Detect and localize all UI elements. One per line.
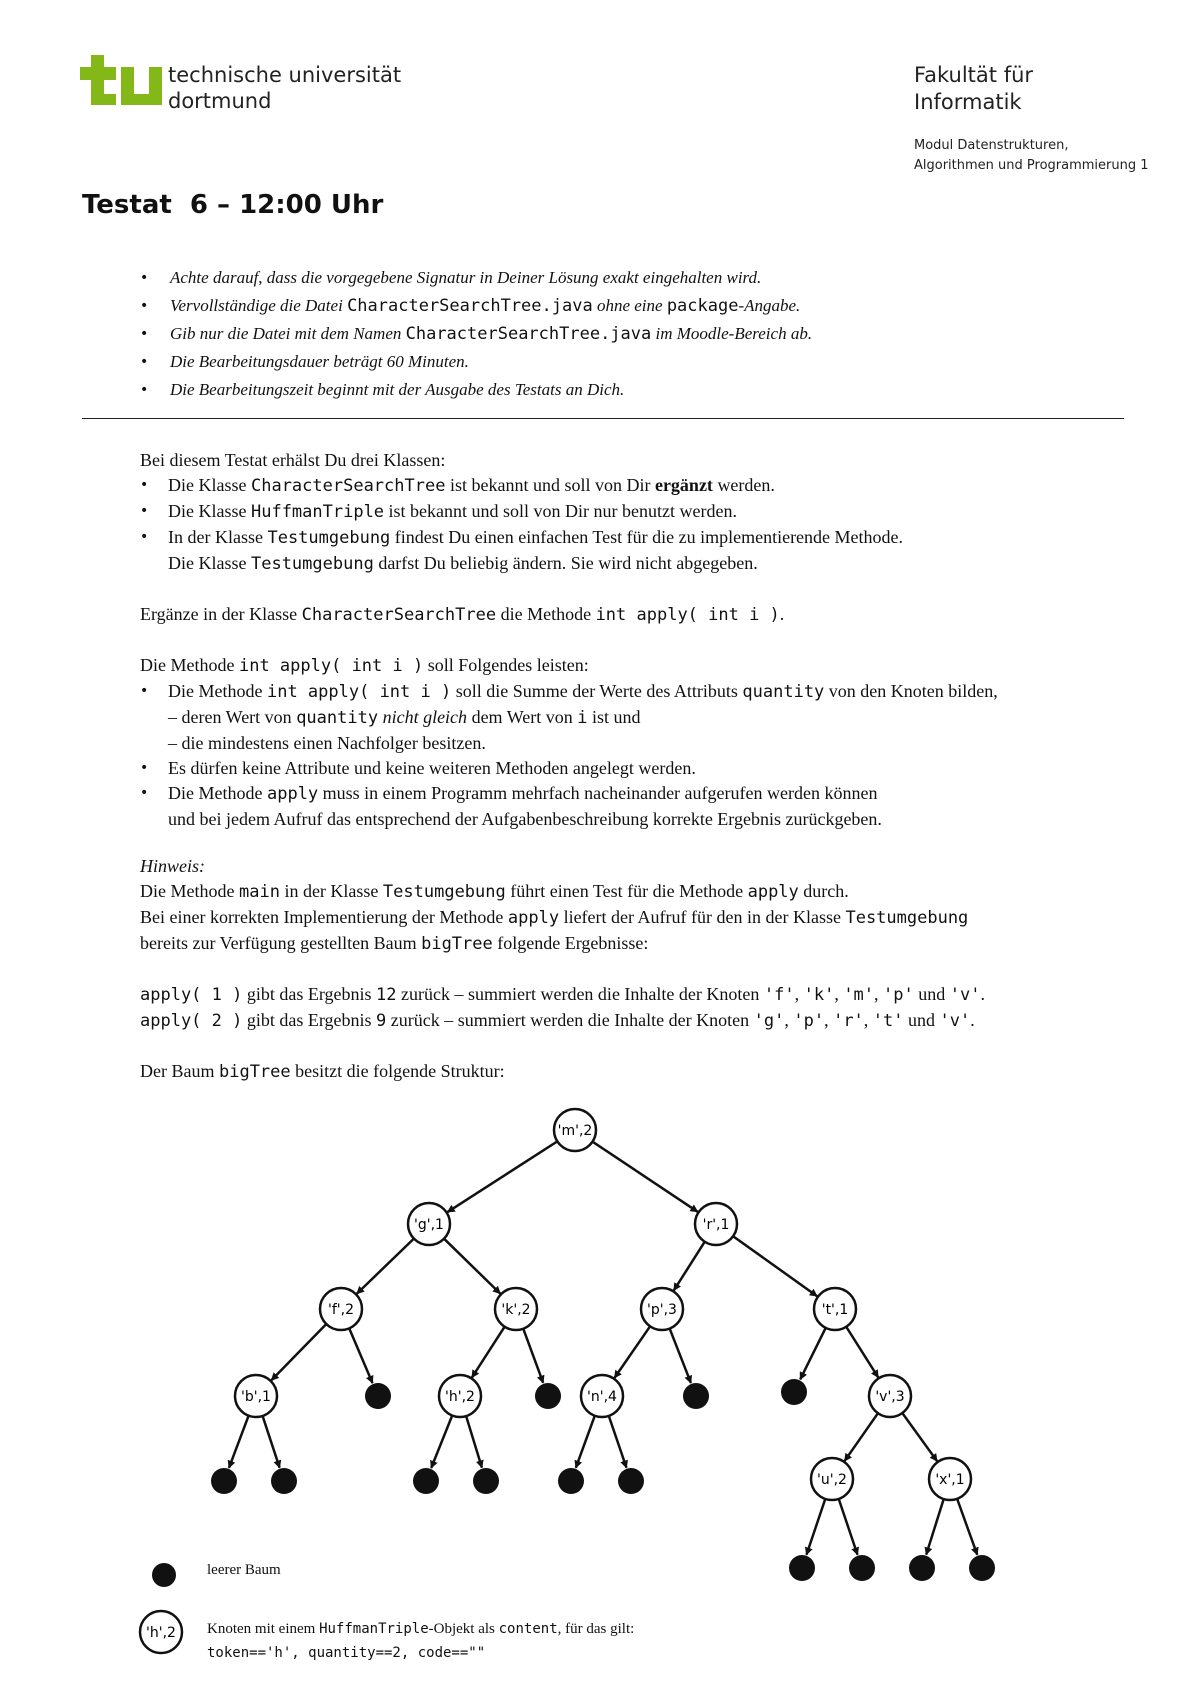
- legend-empty-tree-icon: [152, 1563, 176, 1587]
- rule-item: • Achte darauf, dass die vorgegebene Signatur in Deiner Lösung exakt eingehalten wird.: [140, 264, 812, 292]
- tree-node-label: 'u',2: [817, 1472, 847, 1488]
- empty-tree-leaf: [535, 1383, 561, 1409]
- empty-tree-leaf: [365, 1383, 391, 1409]
- requirement-item: • Die Methode int apply( int i ) soll die Summe der Werte des Attributs quantity von den Knoten bilden, – deren Wert von quantity nicht gleich dem Wert von i ist und – die mindestens einen Nachfolger besitzen.: [140, 679, 1130, 756]
- tree-edge: [523, 1329, 543, 1383]
- empty-tree-leaf: [849, 1555, 875, 1581]
- empty-tree-leaf: [618, 1468, 644, 1494]
- rule-item: • Gib nur die Datei mit dem Namen CharacterSearchTree.java im Moodle-Bereich ab.: [140, 320, 812, 348]
- class-item: • Die Klasse HuffmanTriple ist bekannt und soll von Dir nur benutzt werden.: [140, 499, 1130, 525]
- tree-node-label: 'h',2: [445, 1389, 475, 1405]
- tree-edge: [957, 1499, 977, 1555]
- tree-node-label: 't',1: [821, 1302, 849, 1318]
- task-statement: Ergänze in der Klasse CharacterSearchTree die Methode int apply( int i ).: [140, 604, 785, 625]
- requirement-item: • Es dürfen keine Attribute und keine weiteren Methoden angelegt werden.: [140, 756, 1130, 781]
- tree-edge: [271, 1324, 326, 1380]
- tree-edge: [674, 1242, 705, 1291]
- tree-edge: [926, 1499, 943, 1555]
- page-title: Testat 6 – 12:00 Uhr: [82, 190, 384, 220]
- tree-edge: [846, 1327, 878, 1378]
- example-line: apply( 1 ) gibt das Ergebnis 12 zurück – summiert werden die Inhalte der Knoten 'f', 'k', 'm', 'p' und 'v'.: [140, 984, 985, 1005]
- empty-tree-leaf: [271, 1468, 297, 1494]
- hint-line: Bei einer korrekten Implementierung der Methode apply liefert der Aufruf für den in der Klasse Testumgebung: [140, 907, 969, 928]
- tree-edge: [670, 1329, 691, 1383]
- tree-edge: [349, 1328, 372, 1383]
- tree-node-label: 'k',2: [501, 1302, 531, 1318]
- legend-node-attrs: token=='h', quantity==2, code=="": [207, 1645, 486, 1661]
- tree-node-label: 'b',1: [241, 1389, 271, 1405]
- tree-edge: [592, 1142, 697, 1212]
- rule-item: • Vervollständige die Datei CharacterSearchTree.java ohne eine package-Angabe.: [140, 292, 812, 320]
- tree-edge: [472, 1327, 505, 1378]
- tree-edge: [902, 1413, 937, 1461]
- intro-text: Bei diesem Testat erhälst Du drei Klassen:: [140, 450, 446, 470]
- tree-edge: [609, 1416, 627, 1468]
- empty-tree-leaf: [473, 1468, 499, 1494]
- tree-edge: [839, 1499, 858, 1555]
- tree-node-label: 'r',1: [702, 1217, 730, 1233]
- requirements-intro: Die Methode int apply( int i ) soll Folgendes leisten:: [140, 655, 589, 676]
- empty-tree-leaf: [683, 1383, 709, 1409]
- tree-edge: [229, 1416, 249, 1468]
- tree-intro: Der Baum bigTree besitzt die folgende Struktur:: [140, 1061, 505, 1082]
- tree-node-label: 'v',3: [875, 1389, 905, 1405]
- empty-tree-leaf: [969, 1555, 995, 1581]
- empty-tree-leaf: [781, 1379, 807, 1405]
- rule-item: • Die Bearbeitungszeit beginnt mit der Ausgabe des Testats an Dich.: [140, 376, 812, 404]
- class-item: • Die Klasse CharacterSearchTree ist bekannt und soll von Dir ergänzt werden.: [140, 473, 1130, 499]
- hint-line: Die Methode main in der Klasse Testumgebung führt einen Test für die Methode apply durch.: [140, 881, 849, 902]
- hint-label: Hinweis:: [140, 856, 205, 876]
- tree-node-label: 'n',4: [587, 1389, 617, 1405]
- tree-edge: [447, 1141, 557, 1212]
- tree-node-label: 'x',1: [935, 1472, 965, 1488]
- university-line-1: technische universität: [168, 63, 402, 87]
- example-line: apply( 2 ) gibt das Ergebnis 9 zurück – summiert werden die Inhalte der Knoten 'g', 'p', 'r', 't' und 'v'.: [140, 1010, 975, 1031]
- legend-node-label: 'h',2: [146, 1625, 176, 1641]
- faculty-line-2: Informatik: [914, 90, 1022, 114]
- hint-line: bereits zur Verfügung gestellten Baum bigTree folgende Ergebnisse:: [140, 933, 649, 954]
- tree-edge: [263, 1416, 280, 1468]
- empty-tree-leaf: [789, 1555, 815, 1581]
- tree-edge: [466, 1416, 482, 1468]
- university-line-2: dortmund: [168, 89, 272, 113]
- module-line-2: Algorithmen und Programmierung 1: [914, 158, 1149, 173]
- empty-tree-leaf: [558, 1468, 584, 1494]
- tree-node-label: 'm',2: [557, 1123, 593, 1139]
- tree-node-label: 'p',3: [647, 1302, 677, 1318]
- tree-edge: [614, 1326, 650, 1378]
- tree-edge: [800, 1328, 825, 1380]
- tree-edge: [845, 1413, 878, 1461]
- faculty-line-1: Fakultät für: [914, 63, 1034, 87]
- tree-node-label: 'f',2: [328, 1302, 354, 1318]
- class-item: • In der Klasse Testumgebung findest Du einen einfachen Test für die zu implementierende Methode. Die Klasse Testumgebung darfst Du beliebig ändern. Sie wird nicht abgegeben.: [140, 525, 1130, 577]
- tree-edge: [431, 1415, 452, 1468]
- tree-edge: [576, 1416, 595, 1468]
- module-line-1: Modul Datenstrukturen,: [914, 138, 1069, 153]
- legend-node-desc: Knoten mit einem HuffmanTriple-Objekt als content, für das gilt: token=='h', quantity==2, code=="": [207, 1617, 634, 1665]
- tree-node-label: 'g',1: [414, 1217, 444, 1233]
- requirement-item: • Die Methode apply muss in einem Programm mehrfach nacheinander aufgerufen werden können und bei jedem Aufruf das entsprechend der Aufgabenbeschreibung korrekte Ergebnis zurückgeben.: [140, 781, 1130, 832]
- rule-item: • Die Bearbeitungsdauer beträgt 60 Minuten.: [140, 348, 812, 376]
- tree-edge: [806, 1499, 825, 1555]
- empty-tree-leaf: [909, 1555, 935, 1581]
- empty-tree-leaf: [211, 1468, 237, 1494]
- tree-edge: [357, 1239, 414, 1294]
- empty-tree-leaf: [413, 1468, 439, 1494]
- tree-edge: [733, 1236, 817, 1296]
- legend-empty-label: leerer Baum: [207, 1562, 281, 1578]
- tree-edge: [444, 1239, 500, 1294]
